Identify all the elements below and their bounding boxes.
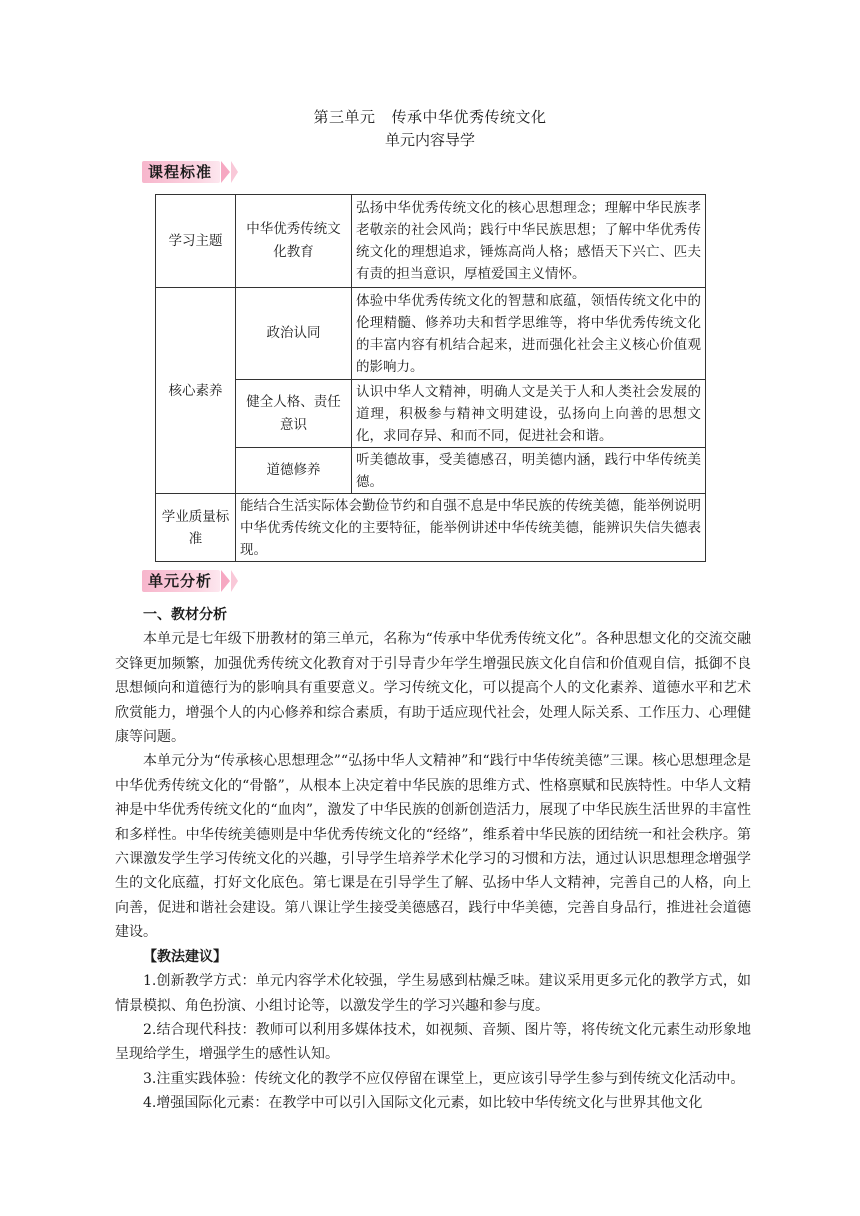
suggestion-item: 1.创新教学方式：单元内容学术化较强，学生易感到枯燥乏味。建议采用更多元化的教学方式，如情景模拟、角色扮演、小组讨论等，以激发学生的学习兴趣和参与度。 (115, 973, 751, 1014)
standards-table (155, 194, 706, 562)
unit-analysis-label: 单元分析 (142, 570, 220, 592)
course-standard-label: 课程标准 (142, 161, 220, 183)
category-cell: 学习主题 (156, 195, 236, 288)
item-cell: 健全人格、责任意识 (236, 380, 352, 448)
banner-arrow-icon (221, 161, 230, 183)
table-row (156, 494, 706, 562)
suggestion-item: 2.结合现代科技：教师可以利用多媒体技术，如视频、音频、图片等，将传统文化元素生动形象地呈现给学生，增强学生的感性认知。 (115, 1021, 751, 1063)
text-cell: 听美德故事，受美德感召，明美德内涵，践行中华传统美德。 (352, 448, 706, 494)
item-cell: 中华优秀传统文化教育 (236, 195, 352, 288)
item-cell: 政治认同 (236, 288, 352, 380)
table-row (156, 288, 706, 380)
suggestion-heading: 【教法建议】 (143, 948, 227, 965)
analysis-paragraph: 本单元是七年级下册教材的第三单元，名称为“传承中华优秀传统文化”。各种思想文化的交流交融交锋更加频繁，加强优秀传统文化教育对于引导青少年学生增强民族文化自信和价值观自信，抵御不良思想倾向和道德行为的影响具有重要意义。学习传统文化，可以提高个人的文化素养、道德水平和艺术欣赏能力，增强个人的内心修养和综合素质，有助于适应现代社会，处理人际关系、工作压力、心理健康等问题。 (115, 631, 751, 746)
table-row (156, 195, 706, 288)
analysis-heading: 一、教材分析 (143, 607, 227, 623)
table-row (156, 380, 706, 448)
text-cell: 体验中华优秀传统文化的智慧和底蕴，领悟传统文化中的伦理精髓、修养功夫和哲学思维等，将中华优秀传统文化的丰富内容有机结合起来，进而强化社会主义核心价值观的影响力。 (352, 288, 706, 380)
banner-arrow-icon (231, 161, 238, 183)
text-cell: 能结合生活实际体会勤俭节约和自强不息是中华民族的传统美德，能举例说明中华优秀传统文化的主要特征，能举例讲述中华传统美德，能辨识失信失德表现。 (236, 494, 706, 562)
analysis-paragraph: 本单元分为“传承核心思想理念”“弘扬中华人文精神”和“践行中华传统美德”三课。核心思想理念是中华优秀传统文化的“骨骼”，从根本上决定着中华民族的思维方式、性格禀赋和民族特性。中华人文精神是中华优秀传统文化的“血肉”，激发了中华民族的创新创造活力，展现了中华民族生活世界的丰富性和多样性。中华传统美德则是中华优秀传统文化的“经络”，维系着中华民族的团结统一和社会秩序。第六课激发学生学习传统文化的兴趣，引导学生培养学术化学习的习惯和方法，通过认识思想理念增强学生的文化底蕴，打好文化底色。第七课是在引导学生了解、弘扬中华人文精神，完善自己的人格，向上向善，促进和谐社会建设。第八课让学生接受美德感召，践行中华美德，完善自身品行，推进社会道德建设。 (115, 753, 751, 941)
item-cell: 道德修养 (236, 448, 352, 494)
text-cell: 弘扬中华优秀传统文化的核心思想理念；理解中华民族孝老敬亲的社会风尚；践行中华民族思想；了解中华优秀传统文化的理想追求，锤炼高尚人格；感悟天下兴亡、匹夫有责的担当意识，厚植爱国主义情怀。 (352, 195, 706, 288)
suggestion-item: 3.注重实践体验：传统文化的教学不应仅停留在课堂上，更应该引导学生参与到传统文化活动中。 (143, 1070, 745, 1087)
unit-analysis-banner (142, 568, 238, 594)
text-cell: 认识中华人文精神，明确人文是关于人和人类社会发展的道理，积极参与精神文明建设，弘扬向上向善的思想文化，求同存异、和而不同，促进社会和谐。 (352, 380, 706, 448)
course-standard-banner (142, 159, 238, 185)
analysis-section (115, 603, 751, 1116)
banner-arrow-icon (221, 570, 230, 592)
unit-title (0, 106, 860, 127)
banner-arrow-icon (231, 570, 238, 592)
table-row (156, 448, 706, 494)
suggestion-item: 4.增强国际化元素：在教学中可以引入国际文化元素，如比较中华传统文化与世界其他文化 (143, 1095, 703, 1112)
category-cell: 核心素养 (156, 288, 236, 494)
page-subtitle: 单元内容导学 (384, 131, 475, 149)
category-cell: 学业质量标准 (156, 494, 236, 562)
unit-name: 传承中华优秀传统文化 (391, 108, 547, 126)
unit-number: 第三单元 (313, 108, 376, 126)
